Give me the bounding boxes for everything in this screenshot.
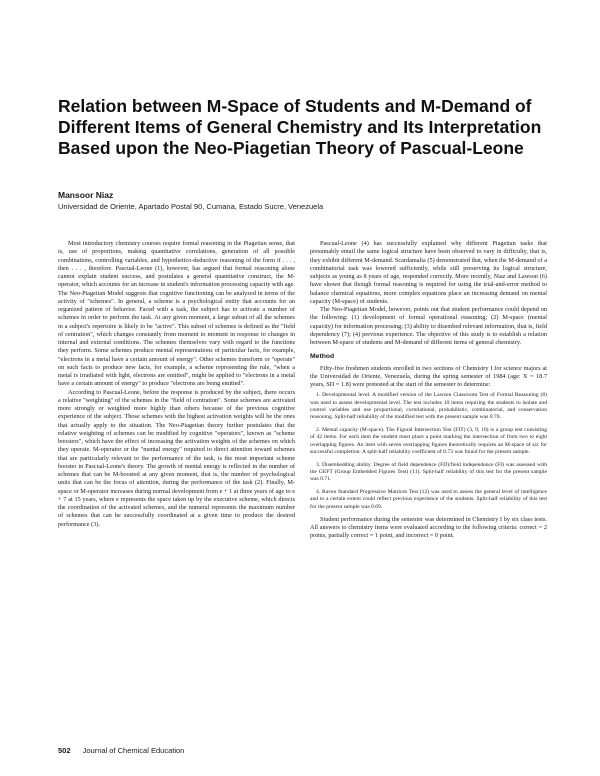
left-column: [58, 240, 295, 529]
section-heading-method: Method: [310, 353, 335, 361]
list-item: 2. Mental capacity (M-space). The Figural Intersection Test (FIT) (3, 9, 10) is a group test consisting of 42 items. For each item the student must place a point marking the intersection of from two to eight overlapping figures. An item with seven overlapping figures theoretically requires an M-space of six for successful completion. A split-half reliability coefficient of 0.73 was found for the present sample.: [310, 426, 547, 456]
journal-name: Journal of Chemical Education: [82, 746, 185, 755]
page-number: 502: [58, 746, 71, 755]
body-paragraph: According to Pascual-Leone, before the response is produced by the subject, there occurs a relative "weighting" of the schemes in the "field of centration". Some schemes are activated more strongly or weighted more highly than others because of the previous cognitive experience of the subject. Those schemes with the highest activation weights will be the ones that actually apply to the situation. The Neo-Piagetian theory further postulates that the relative weighting of schemes can be modified by cognitive "operators", known as "scheme boosters", which have the effect of increasing the activation weights of the schemes on which they operate. M-operator or the "mental energy" required to direct attention toward schemes that are particularly relevant to the performance of the task, is the most important scheme booster in Pascual-Leone's theory. The growth of mental energy is reflected in the number of schemes that can be M-boosted at any given moment, that is, the number of psychological units that can be the focus of attention, during the performance of the task (2). Finally, M-space or M-operator increases during normal development from e + 1 at three years of age to e + 7 at 15 years, where e represents the space taken up by the executive scheme, which directs the coordination of the activated schemes, and the numeral represents the maximum number of schemes that can be successfully coordinated at a given time to produce the desired performance (3).: [58, 388, 295, 528]
body-paragraph: Student performance during the semester was determined in Chemistry I by six class tests. All answers to chemistry items were evaluated according to the following criteria: correct = 2 points, partially correct = 1 point, and incorrect = 0 point.: [310, 515, 547, 540]
right-column: [310, 240, 547, 541]
author-affiliation: Universidad de Oriente, Apartado Postal 90, Cumana, Estado Sucre, Venezuela: [58, 202, 324, 211]
body-paragraph: Pascual-Leone (4) has successfully explained why different Piagetian tasks that presumably entail the same logical structure have been observed to vary in difficulty, that is, they exhibit different M-demand. Scardamalia (5) demonstrated that, when the M-demand of a combinatorial task was lowered sufficiently, while still preserving its logical structure, subjects as young as 8 years of age, responded correctly. More recently, Niaz and Lawson (6) have shown that though formal reasoning is required for using the trial-and-error method to balance chemical equations, more complex equations place an increasing demand on mental capacity (M-space) of students.: [310, 240, 547, 305]
list-item: 3. Disembedding ability. Degree of field dependence (FD)/field independence (FI) was assessed with the GEFT (Group Embedded Figures Test) (11). Split-half reliability of this test for the present sample was 0.71.: [310, 461, 547, 483]
author-name: Mansoor Niaz: [58, 190, 114, 200]
method-paragraph: Fifty-five freshmen students enrolled in two sections of Chemistry I for science majors at the Universidad de Oriente, Venezuela, during the spring semester of 1984 (age: X = 18.7 years, SD = 1.8) were pretested at the start of the semester to determine:: [310, 364, 547, 388]
body-paragraph: The Neo-Piagetian Model, however, points out that student performance could depend on the following: (1) development of formal operational reasoning; (2) M-space (mental capacity) for information processing; (3) ability to disembed relevant information, that is, field dependency (7); (4) previous experience. The objective of this study is to establish a relation between M-space of students and M-demand of different items of general chemistry.: [310, 306, 547, 346]
page-footer: [58, 746, 184, 755]
list-item: 4. Raven Standard Progressive Matrices Test (12) was used to assess the general level of intelligence and to a certain extent could reflect previous experience of the students. Split-half reliability of this test for the present sample was 0.69.: [310, 488, 547, 510]
test-list: [310, 392, 547, 511]
article-title: Relation between M-Space of Students and M-Demand of Different Items of General Chemistry and Its Interpretation Based upon the Neo-Piagetian Theory of Pascual-Leone: [58, 96, 542, 158]
body-paragraph: Most introductory chemistry courses require formal reasoning in the Piagetian sense, that is, use of proportions, making quantitative correlations, generation of all possible combinations, controlling variables, and hypothetico-deductive reasoning of the form if . . . , then . . . , therefore. Pascual-Leone (1), however, has argued that formal reasoning alone cannot explain student success, and postulates a general quantitative construct, the M-operator, which accounts for an increase in student's information processing capacity with age. The Neo-Piagetian Model suggests that cognitive functioning can be analyzed in terms of the activity of "schemes". In general, a scheme is a psychological entity that accounts for an organized pattern of behavior. Faced with a task, the subject has to activate a number of schemes in order to perform the task. At any given moment, a large subset of all the schemes in a subject's repertoire is likely to be "active". This subset of schemes is defined as the "field of centration", which changes constantly from moment to moment in response to changes in internal and external conditions. The schemes themselves vary with regard to the functions they perform. Some schemes produce mental representations of particular facts, for example, "electrons in a metal have a certain amount of energy". Other schemes transform or "operate" on such facts to produce new facts, for example, a scheme representing the rule, "when a metal is irradiated with light, electrons are emitted", might be applied to "electrons in a metal have a certain amount of energy" to produce "electrons are being emitted".: [58, 240, 295, 388]
list-item: 1. Developmental level. A modified version of the Lawson Classroom Test of Formal Reasoning (8) was used to assess developmental level. The test includes 10 items requiring the students to isolate and control variables and use proportional, correlational, probabilistic, combinatorial, and conservation reasoning. Split-half reliability of the modified test with the present sample was 0.70.: [310, 392, 547, 421]
